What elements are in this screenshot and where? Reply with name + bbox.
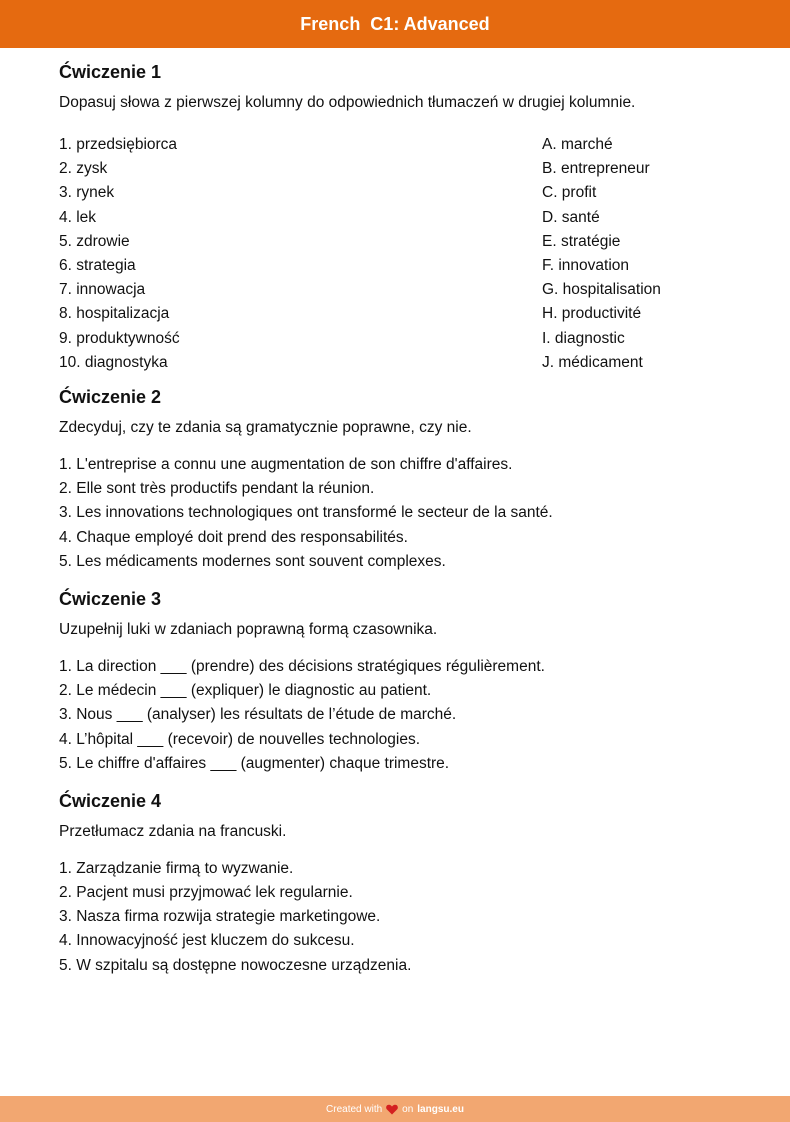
exercise-2-title: Ćwiczenie 2 xyxy=(59,387,162,407)
list-item: G. hospitalisation xyxy=(542,281,661,299)
list-item: 4. Innowacyjność jest kluczem do sukcesu. xyxy=(59,932,355,950)
list-item: 7. innowacja xyxy=(59,281,146,299)
list-item: D. santé xyxy=(542,208,600,226)
exercise-4 xyxy=(59,789,739,978)
exercise-3-title: Ćwiczenie 3 xyxy=(59,588,162,609)
list-item: J. médicament xyxy=(542,353,643,371)
list-item: 10. diagnostyka xyxy=(59,353,168,371)
exercise-3-list xyxy=(59,655,739,776)
list-item: 4. L’hôpital ___ (recevoir) de nouvelles technologies. xyxy=(59,730,421,748)
list-item: 3. Nasza firma rozwija strategie marketingowe. xyxy=(59,908,381,926)
list-item: 9. produktywność xyxy=(59,329,180,347)
exercise-1-instruction: Dopasuj słowa z pierwszej kolumny do odpowiednich tłumaczeń w drugiej kolumnie. xyxy=(59,94,636,111)
exercise-4-instruction: Przetłumacz zdania na francuski. xyxy=(59,822,287,840)
list-item: 5. Les médicaments modernes sont souvent complexes. xyxy=(59,552,446,570)
footer-created-with: Created with xyxy=(326,1103,383,1115)
list-item: 1. La direction ___ (prendre) des décisions stratégiques régulièrement. xyxy=(59,657,545,675)
exercise-1 xyxy=(59,60,739,375)
exercise-3 xyxy=(59,587,739,776)
list-item: 3. rynek xyxy=(59,184,115,202)
exercise-4-title: Ćwiczenie 4 xyxy=(59,790,162,811)
list-item: 4. Chaque employé doit prend des responsabilités. xyxy=(59,528,408,546)
list-item: 2. Le médecin ___ (expliquer) le diagnostic au patient. xyxy=(59,682,432,700)
french-words-column xyxy=(542,133,661,375)
list-item: 3. Les innovations technologiques ont transformé le secteur de la santé. xyxy=(59,504,553,522)
list-item: 6. strategia xyxy=(59,256,136,274)
list-item: A. marché xyxy=(542,136,613,153)
exercise-2-list xyxy=(59,453,739,574)
heart-icon xyxy=(386,1104,398,1115)
exercise-4-list xyxy=(59,857,739,978)
list-item: F. innovation xyxy=(542,256,630,274)
list-item: 2. Elle sont très productifs pendant la réunion. xyxy=(59,480,375,498)
page-title: French C1: Advanced xyxy=(300,13,490,34)
list-item: 1. Zarządzanie firmą to wyzwanie. xyxy=(59,859,294,877)
list-item: 8. hospitalizacja xyxy=(59,305,170,323)
list-item: 1. przedsiębiorca xyxy=(59,136,178,153)
list-item: E. stratégie xyxy=(542,232,621,250)
list-item: 4. lek xyxy=(59,208,97,226)
page-header xyxy=(0,0,790,48)
list-item: 2. zysk xyxy=(59,160,108,178)
list-item: I. diagnostic xyxy=(542,329,625,347)
worksheet-content xyxy=(59,60,739,978)
footer-brand-link[interactable]: langsu.eu xyxy=(417,1103,464,1115)
exercise-2 xyxy=(59,385,739,574)
list-item: 2. Pacjent musi przyjmować lek regularnie. xyxy=(59,884,353,902)
polish-words-column xyxy=(59,133,180,375)
page-footer xyxy=(0,1096,790,1122)
exercise-3-instruction: Uzupełnij luki w zdaniach poprawną formą czasownika. xyxy=(59,620,438,638)
list-item: C. profit xyxy=(542,184,597,202)
list-item: 3. Nous ___ (analyser) les résultats de l’étude de marché. xyxy=(59,706,457,724)
exercise-1-title: Ćwiczenie 1 xyxy=(59,62,162,82)
list-item: H. productivité xyxy=(542,305,642,323)
list-item: 1. L'entreprise a connu une augmentation de son chiffre d'affaires. xyxy=(59,456,513,473)
list-item: 5. Le chiffre d'affaires ___ (augmenter) chaque trimestre. xyxy=(59,754,450,772)
list-item: B. entrepreneur xyxy=(542,160,650,178)
footer-on: on xyxy=(402,1103,414,1115)
list-item: 5. W szpitalu są dostępne nowoczesne urządzenia. xyxy=(59,956,412,974)
matching-columns xyxy=(59,133,739,375)
exercise-2-instruction: Zdecyduj, czy te zdania są gramatycznie poprawne, czy nie. xyxy=(59,419,472,436)
list-item: 5. zdrowie xyxy=(59,232,130,250)
